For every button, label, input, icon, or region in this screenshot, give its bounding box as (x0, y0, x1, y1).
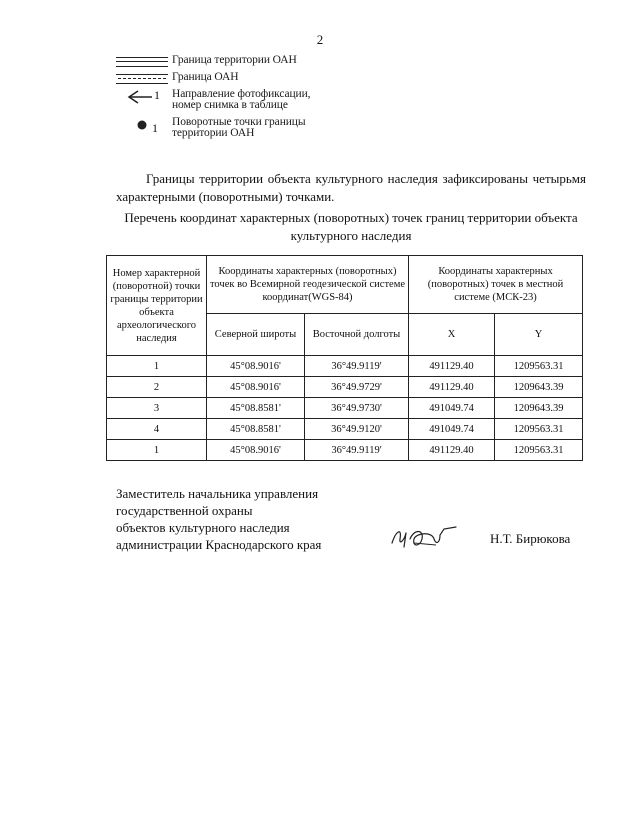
legend-item-territory-boundary (116, 55, 346, 68)
table-row (107, 398, 583, 419)
legend-item-turning-points (116, 117, 346, 141)
table-row (107, 356, 583, 377)
coordinates-list-title: Перечень координат характерных (поворотных) точек границ территории объекта культурного наследия (124, 210, 578, 243)
column-group-wgs84: Координаты характерных (поворотных) точек во Всемирной геодезической системе координат(WGS-84) (207, 256, 409, 314)
column-header-y: Y (495, 314, 583, 356)
signer-name: Н.Т. Бирюкова (490, 531, 571, 546)
cell-longitude: 36°49.9119' (305, 440, 409, 461)
legend-label: Граница территории ОАН (172, 54, 297, 66)
cell-x: 491129.40 (409, 356, 495, 377)
cell-latitude: 45°08.8581' (207, 398, 305, 419)
cell-x: 491049.74 (409, 398, 495, 419)
legend-item-photo-direction (116, 89, 346, 113)
page-number: 2 (316, 32, 324, 47)
legend-label-line: Направление фотофиксации, (172, 88, 311, 100)
coordinates-table (106, 255, 583, 461)
legend-item-oan-boundary (116, 72, 346, 85)
cell-longitude: 36°49.9729' (305, 377, 409, 398)
legend-label-line: территории ОАН (172, 127, 255, 139)
cell-longitude: 36°49.9119' (305, 356, 409, 377)
cell-longitude: 36°49.9120' (305, 419, 409, 440)
cell-point-number: 1 (107, 356, 207, 377)
boundary-paragraph: Границы территории объекта культурного наследия зафиксированы четырьмя характерными (поворотными) точками. (116, 171, 586, 204)
cell-y: 1209643.39 (495, 377, 583, 398)
legend-label-line: номер снимка в таблице (172, 99, 288, 111)
cell-y: 1209563.31 (495, 440, 583, 461)
cell-latitude: 45°08.9016' (207, 356, 305, 377)
position-line: администрации Краснодарского края (116, 537, 322, 552)
dot-icon (136, 119, 148, 131)
column-header-point-number: Номер характерной (поворотной) точки границы территории объекта археологического наследия (107, 256, 207, 356)
column-group-msk23: Координаты характерных (поворотных) точек в местной системе (МСК-23) (409, 256, 583, 314)
cell-latitude: 45°08.8581' (207, 419, 305, 440)
column-header-latitude: Северной широты (207, 314, 305, 356)
cell-point-number: 3 (107, 398, 207, 419)
cell-x: 491129.40 (409, 377, 495, 398)
position-line: Заместитель начальника управления (116, 486, 319, 501)
cell-longitude: 36°49.9730' (305, 398, 409, 419)
dashed-boundary-line-icon (116, 72, 168, 85)
arrow-number: 1 (154, 88, 160, 102)
table-row (107, 440, 583, 461)
position-line: государственной охраны (116, 503, 253, 518)
dot-number: 1 (152, 121, 158, 135)
cell-point-number: 1 (107, 440, 207, 461)
cell-x: 491049.74 (409, 419, 495, 440)
cell-point-number: 4 (107, 419, 207, 440)
map-legend (116, 55, 346, 145)
table-row (107, 419, 583, 440)
legend-label: Граница ОАН (172, 71, 239, 83)
signatory-position (116, 485, 366, 553)
solid-boundary-line-icon (116, 55, 168, 68)
position-line: объектов культурного наследия (116, 520, 290, 535)
handwritten-signature (388, 521, 460, 551)
arrow-icon (126, 89, 154, 105)
column-header-x: X (409, 314, 495, 356)
column-header-longitude: Восточной долготы (305, 314, 409, 356)
cell-point-number: 2 (107, 377, 207, 398)
cell-latitude: 45°08.9016' (207, 377, 305, 398)
legend-label-line: Поворотные точки границы (172, 116, 306, 128)
cell-y: 1209643.39 (495, 398, 583, 419)
cell-y: 1209563.31 (495, 356, 583, 377)
cell-y: 1209563.31 (495, 419, 583, 440)
cell-x: 491129.40 (409, 440, 495, 461)
cell-latitude: 45°08.9016' (207, 440, 305, 461)
table-row (107, 377, 583, 398)
